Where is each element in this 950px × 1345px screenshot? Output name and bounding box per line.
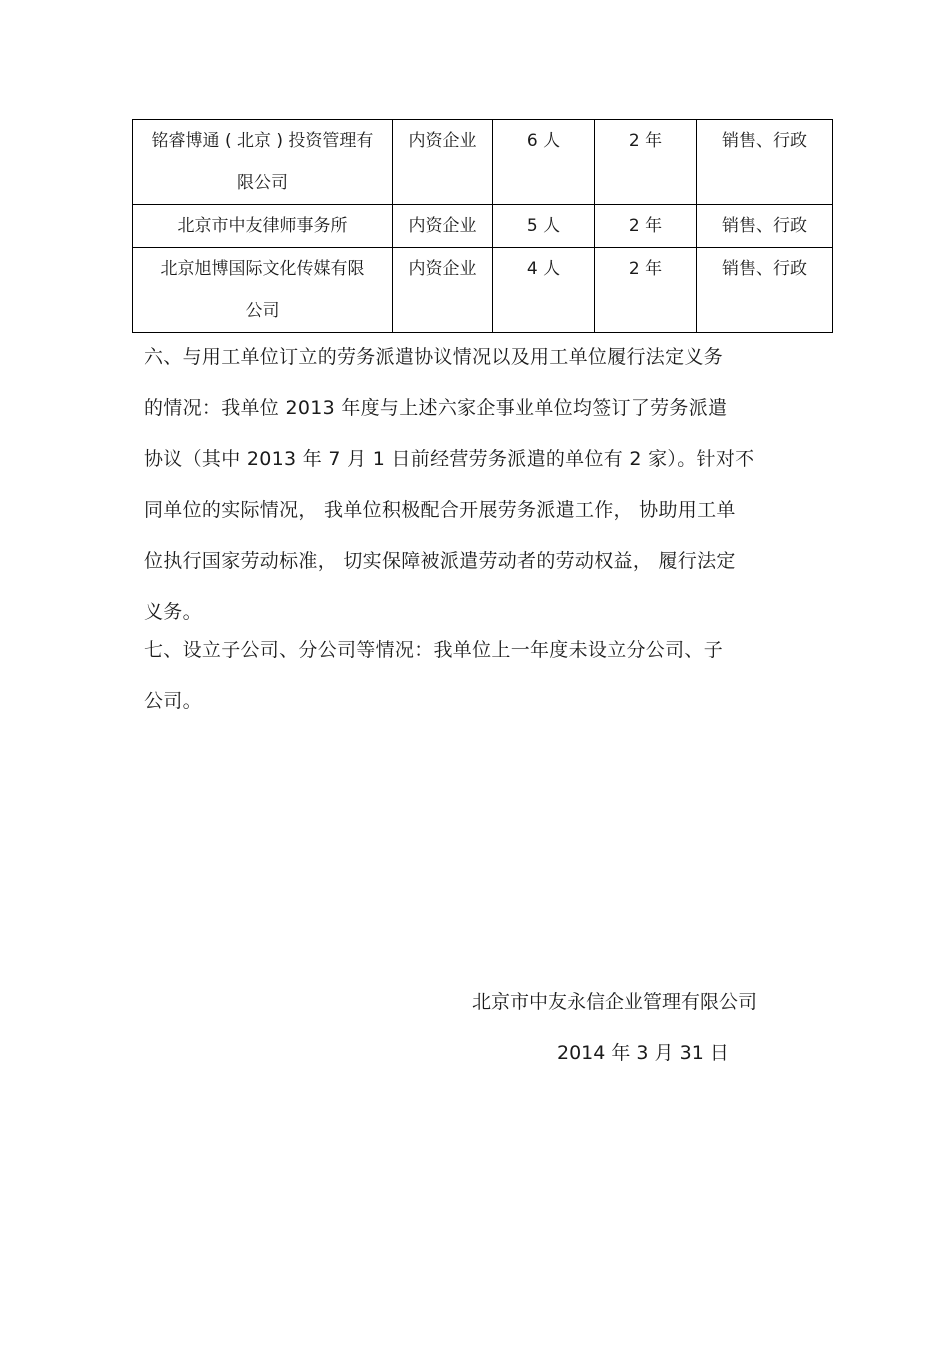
- term-cell: 2 年: [595, 120, 697, 205]
- headcount-cell: 6 人: [493, 120, 595, 205]
- roles-cell: 销售、行政: [697, 205, 833, 248]
- unit-name-cell: [133, 205, 393, 248]
- unit-type-cell: 内资企业: [393, 205, 493, 248]
- term-cell: 2 年: [595, 248, 697, 333]
- paragraph-line: 公司。: [144, 690, 202, 712]
- unit-name-cell: [133, 248, 393, 333]
- unit-type-cell: 内资企业: [393, 248, 493, 333]
- unit-type-cell: 内资企业: [393, 120, 493, 205]
- table-row: [133, 120, 833, 205]
- labor-dispatch-units-table: [132, 119, 833, 333]
- unit-name-cell: [133, 120, 393, 205]
- headcount-cell: 4 人: [493, 248, 595, 333]
- unit-name-line: 北京市中友律师事务所: [177, 216, 348, 236]
- term-cell: 2 年: [595, 205, 697, 248]
- signature-date: 2014 年 3 月 31 日: [557, 1042, 729, 1064]
- paragraph-line: 协议（其中 2013 年 7 月 1 日前经营劳务派遣的单位有 2 家）。针对不: [144, 448, 755, 470]
- paragraph-line: 义务。: [144, 601, 202, 623]
- unit-name-line: 铭睿博通 ( 北京 ) 投资管理有: [151, 131, 374, 151]
- roles-cell: 销售、行政: [697, 120, 833, 205]
- unit-name-line: 公司: [245, 301, 280, 321]
- section-seven-paragraph: [144, 625, 809, 727]
- roles-cell: 销售、行政: [697, 248, 833, 333]
- signature-company: 北京市中友永信企业管理有限公司: [472, 991, 758, 1013]
- section-six-paragraph: [144, 332, 809, 638]
- table-row: [133, 205, 833, 248]
- paragraph-line: 的情况：我单位 2013 年度与上述六家企事业单位均签订了劳务派遣: [144, 397, 728, 419]
- table-row: [133, 248, 833, 333]
- unit-name-line: 限公司: [237, 173, 288, 193]
- headcount-cell: 5 人: [493, 205, 595, 248]
- paragraph-line: 位执行国家劳动标准， 切实保障被派遣劳动者的劳动权益， 履行法定: [144, 550, 736, 572]
- paragraph-line: 七、设立子公司、分公司等情况：我单位上一年度未设立分公司、子: [144, 639, 724, 661]
- paragraph-line: 六、与用工单位订立的劳务派遣协议情况以及用工单位履行法定义务: [144, 346, 724, 368]
- paragraph-line: 同单位的实际情况， 我单位积极配合开展劳务派遣工作， 协助用工单: [144, 499, 736, 521]
- unit-name-line: 北京旭博国际文化传媒有限: [160, 259, 365, 279]
